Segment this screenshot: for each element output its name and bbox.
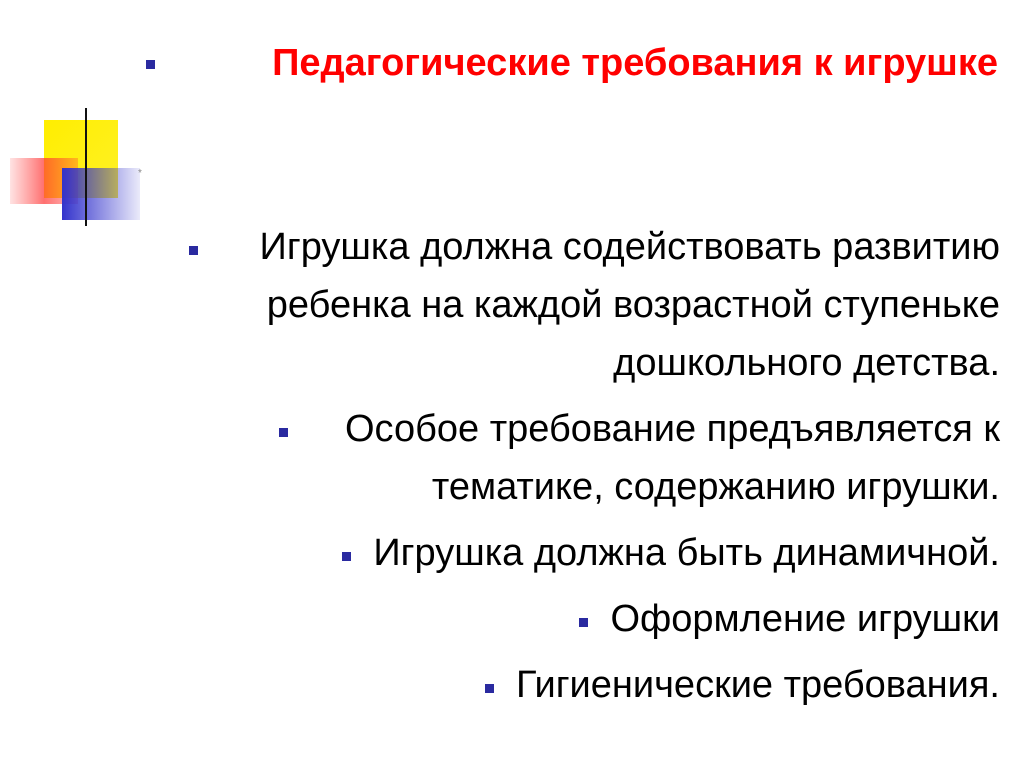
bullet-item: [120, 524, 1000, 582]
bullet-square-icon: [189, 246, 198, 255]
bullet-text: Оформление игрушки: [610, 598, 1000, 640]
slide-title: Педагогические требования к игрушке: [272, 42, 998, 84]
bullet-text: Игрушка должна содействовать развитию ребенка на каждой возрастной ступеньке дошкольного детства.: [259, 226, 1000, 384]
title-bullet-icon: [146, 60, 155, 69]
bullet-text: Игрушка должна быть динамичной.: [373, 532, 1000, 574]
bullet-square-icon: [579, 618, 588, 627]
bullet-text: Гигиенические требования.: [516, 664, 1000, 706]
bullet-item: [120, 400, 1000, 516]
bullet-text: Особое требование предъявляется к тематике, содержанию игрушки.: [345, 408, 1000, 508]
bullet-square-icon: [342, 552, 351, 561]
bullet-list: [120, 218, 1000, 722]
blue-square: [62, 168, 140, 220]
bullet-square-icon: [485, 684, 494, 693]
star-mark: *: [138, 168, 142, 179]
bullet-item: [120, 218, 1000, 392]
bullet-item: [120, 590, 1000, 648]
bullet-square-icon: [279, 428, 288, 437]
bullet-item: [120, 656, 1000, 714]
